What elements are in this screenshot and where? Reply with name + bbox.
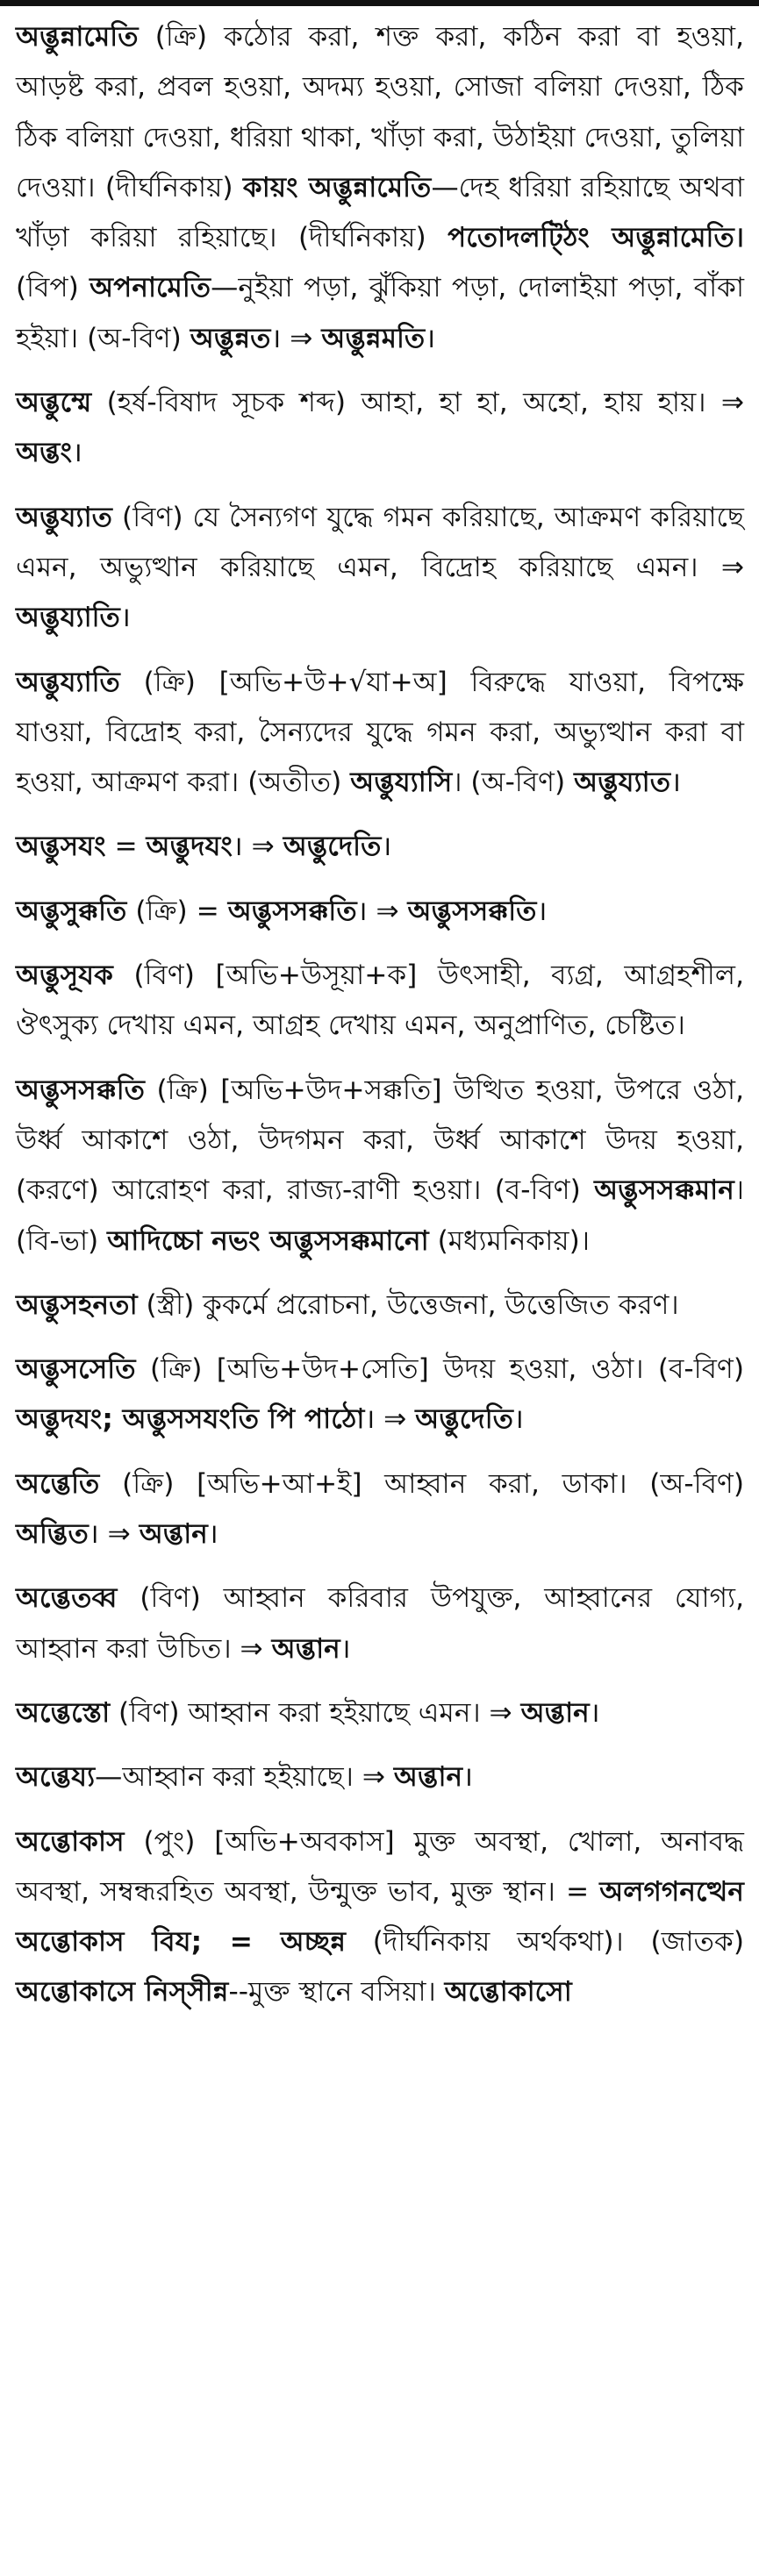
entry-segment: । ⇒ — [88, 1518, 140, 1551]
entry-segment: অব্ভোকাস — [16, 1825, 125, 1858]
entry-segment: অব্ভুয্যাতি — [16, 602, 120, 634]
entry-segment: । — [381, 831, 392, 863]
entry-segment: অব্ভান — [393, 1761, 463, 1794]
entry-abbhusahanata — [16, 1281, 744, 1331]
entry-segment: —নুইয়া পড়া, ঝুঁকিয়া পড়া, দোলাইয়া পড়া, বাঁকা হইয়া। (অ-বিণ) — [16, 272, 744, 354]
entry-segment: অব্ভুয্যাতি — [16, 666, 120, 698]
entry-segment: = — [105, 831, 147, 863]
entry-segment: । — [72, 437, 82, 469]
entry-segment: । (অ-বিণ) — [452, 767, 575, 799]
entry-segment: অপনামেতি — [90, 272, 211, 304]
entry-segment: । — [340, 1632, 351, 1665]
entry-segment: (ক্রি) কঠোর করা, শক্ত করা, কঠিন করা বা হওয়া, আড়ষ্ট করা, প্রবল হওয়া, অদম্য হওয়া, সোজা বলিয়া দেওয়া, ঠিক ঠিক বলিয়া দেওয়া, ধরিয়া থাকা, খাঁড়া করা, উঠাইয়া দেওয়া, তুলিয়া দেওয়া। (দীর্ঘনিকায়) — [16, 21, 744, 203]
entry-segment: । ⇒ — [364, 1403, 416, 1436]
entry-segment: অব্ভুয্যাসি — [350, 767, 453, 799]
entry-abbhusukkati — [16, 887, 744, 937]
entry-segment: অব্ভান — [520, 1696, 590, 1729]
entry-segment: । — [119, 602, 131, 634]
entry-abbhusayam — [16, 822, 744, 872]
entry-segment: অব্ভুন্নত — [190, 322, 271, 354]
entry-segment: অব্ভুসসক্কতি — [407, 895, 537, 927]
entry-segment: । ⇒ — [232, 831, 283, 863]
entry-segment: অব্ভুদেতি — [283, 831, 382, 863]
entry-segment: । — [207, 1518, 218, 1551]
entry-segment: (ক্রি) [অভি+উ+√যা+অ] বিরুদ্ধে যাওয়া, বিপক্ষে যাওয়া, বিদ্রোহ করা, সৈন্যদের যুদ্ধে গমন করা, অভ্যুত্থান করা বা হওয়া, আক্রমণ করা। (অতীত) — [16, 666, 744, 799]
entry-segment: (ক্রি) = — [126, 895, 228, 927]
entry-segment: (দীর্ঘনিকায় অর্থকথা)। (জাতক) — [346, 1926, 744, 1959]
entry-segment: অব্ভং — [16, 437, 72, 469]
entry-segment: অব্ভোকাসে নিস্সীন্ন — [16, 1976, 229, 2009]
entry-segment: (স্ত্রী) কুকর্মে প্ররোচনা, উত্তেজনা, উত্তেজিত করণ। — [137, 1288, 679, 1321]
entry-segment: (বিপ) — [16, 272, 90, 304]
entry-segment: পতোদলট্ঠিং অব্ভুন্নামেতি। — [448, 222, 744, 254]
entry-segment: (বিণ) যে সৈন্যগণ যুদ্ধে গমন করিয়াছে, আক্রমণ করিয়াছে এমন, অভ্যুত্থান করিয়াছে এমন, বিদ্রোহ করিয়াছে এমন। ⇒ — [16, 501, 744, 583]
entry-segment: —দেহ ধরিয়া রহিয়াছে অথবা খাঁড়া করিয়া রহিয়াছে। (দীর্ঘনিকায়) — [16, 171, 744, 254]
entry-segment: (মধ্যমনিকায়)। — [428, 1224, 590, 1257]
entry-segment: (ক্রি) [অভি+উদ+সক্কতি] উত্থিত হওয়া, উপরে ওঠা, উর্ধ্ব আকাশে ওঠা, উদগমন করা, উর্ধ্ব আকাশে উদয় হওয়া, (করণে) আরোহণ করা, রাজ্য-রাণী হওয়া। (ব-বিণ) — [16, 1074, 744, 1207]
entry-segment: অব্ভুসসক্কতি — [227, 895, 357, 927]
entry-segment: অব্ভুয্যাত — [16, 501, 113, 533]
entry-abbhuyyati — [16, 658, 744, 809]
entry-segment: অলগগনত্থেন অব্ভোকাস বিয; = অচ্ছন্ন — [16, 1875, 744, 1959]
entry-segment: অব্ভেয্য — [16, 1761, 96, 1794]
entry-segment: অব্ভুন্নামেতি — [16, 21, 139, 53]
entry-segment: --মুক্ত স্থানে বসিয়া। — [228, 1976, 445, 2009]
entry-segment: অব্ভুদেতি — [415, 1403, 514, 1436]
entry-segment: (ক্রি) [অভি+উদ+সেতি] উদয় হওয়া, ওঠা। (ব-বিণ) — [135, 1353, 744, 1386]
entry-segment: অব্ভুসযং — [16, 831, 106, 863]
entry-segment: অব্ভেতি — [16, 1467, 100, 1500]
entry-segment: অব্ভুসূযক — [16, 960, 113, 992]
entry-segment: অব্ভুদযং; অব্ভুসসযংতি পি পাঠো — [16, 1403, 365, 1436]
entry-segment: অব্ভুসুক্কতি — [16, 895, 127, 927]
entry-segment: কায়ং অব্ভুন্নামেতি — [242, 171, 432, 203]
entry-abbheti — [16, 1459, 744, 1560]
entry-segment: অব্ভুদযং — [146, 831, 233, 863]
entry-segment: । — [670, 767, 681, 799]
entry-segment: । ⇒ — [270, 322, 322, 354]
entry-abbheyya — [16, 1752, 744, 1802]
entry-segment: অব্ভুসসেতি — [16, 1353, 136, 1386]
entry-segment: অব্ভুম্মে — [16, 387, 92, 419]
entry-segment: অব্ভোকাসো — [444, 1976, 572, 2009]
entry-segment: । — [462, 1761, 473, 1794]
entry-segment: —আহ্বান করা হইয়াছে। ⇒ — [95, 1761, 394, 1794]
entry-segment: (বিণ) আহ্বান করা হইয়াছে এমন। ⇒ — [110, 1696, 521, 1729]
entry-abbhussakkati — [16, 1066, 744, 1267]
entry-segment: অব্ভিত — [16, 1518, 89, 1551]
entry-segment: আদিচ্চো নভং অব্ভুসসক্কমানো — [107, 1224, 429, 1257]
entry-abbhunnameti — [16, 12, 744, 364]
entry-segment: । — [425, 322, 436, 354]
entry-segment: (বিণ) [অভি+উসূয়া+ক] উৎসাহী, ব্যগ্র, আগ্রহশীল, ঔৎসুক্য দেখায় এমন, আগ্রহ দেখায় এমন, অনুপ্রাণিত, চেষ্টিত। — [16, 960, 744, 1042]
entry-abbhokasa — [16, 1817, 744, 2018]
entry-abbhuyyata — [16, 493, 744, 644]
entry-segment: অব্ভুসসক্কতি — [16, 1074, 146, 1106]
entry-segment: অব্ভুয্যাত — [574, 767, 671, 799]
entry-segment: অব্ভুন্নমতি — [321, 322, 426, 354]
entry-segment: অব্ভুসহনতা — [16, 1288, 138, 1321]
entry-segment: । ⇒ — [356, 895, 408, 927]
entry-segment: অব্ভান — [139, 1518, 208, 1551]
entry-segment: । — [536, 895, 548, 927]
entry-segment: অব্ভান — [271, 1632, 340, 1665]
entry-segment: । — [513, 1403, 524, 1436]
entry-segment: অব্ভেতব্ব — [16, 1582, 118, 1615]
entry-abbhesto — [16, 1688, 744, 1738]
entry-abbhetabba — [16, 1573, 744, 1674]
entry-abbhusuyaka — [16, 951, 744, 1052]
entry-segment: । (বি-ভা) — [16, 1174, 744, 1257]
entry-segment: অব্ভেস্তো — [16, 1696, 111, 1729]
entry-abbhusseti — [16, 1345, 744, 1445]
top-rule — [0, 0, 759, 6]
entry-segment: । — [589, 1696, 600, 1729]
entry-segment: অব্ভুসসক্কমান — [594, 1174, 734, 1207]
entry-segment: (পুং) [অভি+অবকাস] মুক্ত অবস্থা, খোলা, অনাবদ্ধ অবস্থা, সম্বন্ধরহিত অবস্থা, উন্মুক্ত ভাব, মুক্ত স্থান। = — [16, 1825, 744, 1908]
entry-segment: (হর্ষ-বিষাদ সূচক শব্দ) আহা, হা হা, অহো, হায় হায়। ⇒ — [91, 387, 744, 419]
entry-segment: (ক্রি) [অভি+আ+ই] আহ্বান করা, ডাকা। (অ-বিণ) — [99, 1467, 744, 1500]
entry-abbhumme — [16, 378, 744, 479]
entry-segment: (বিণ) আহ্বান করিবার উপযুক্ত, আহ্বানের যোগ্য, আহ্বান করা উচিত। ⇒ — [16, 1582, 744, 1665]
dictionary-page — [16, 12, 744, 2018]
